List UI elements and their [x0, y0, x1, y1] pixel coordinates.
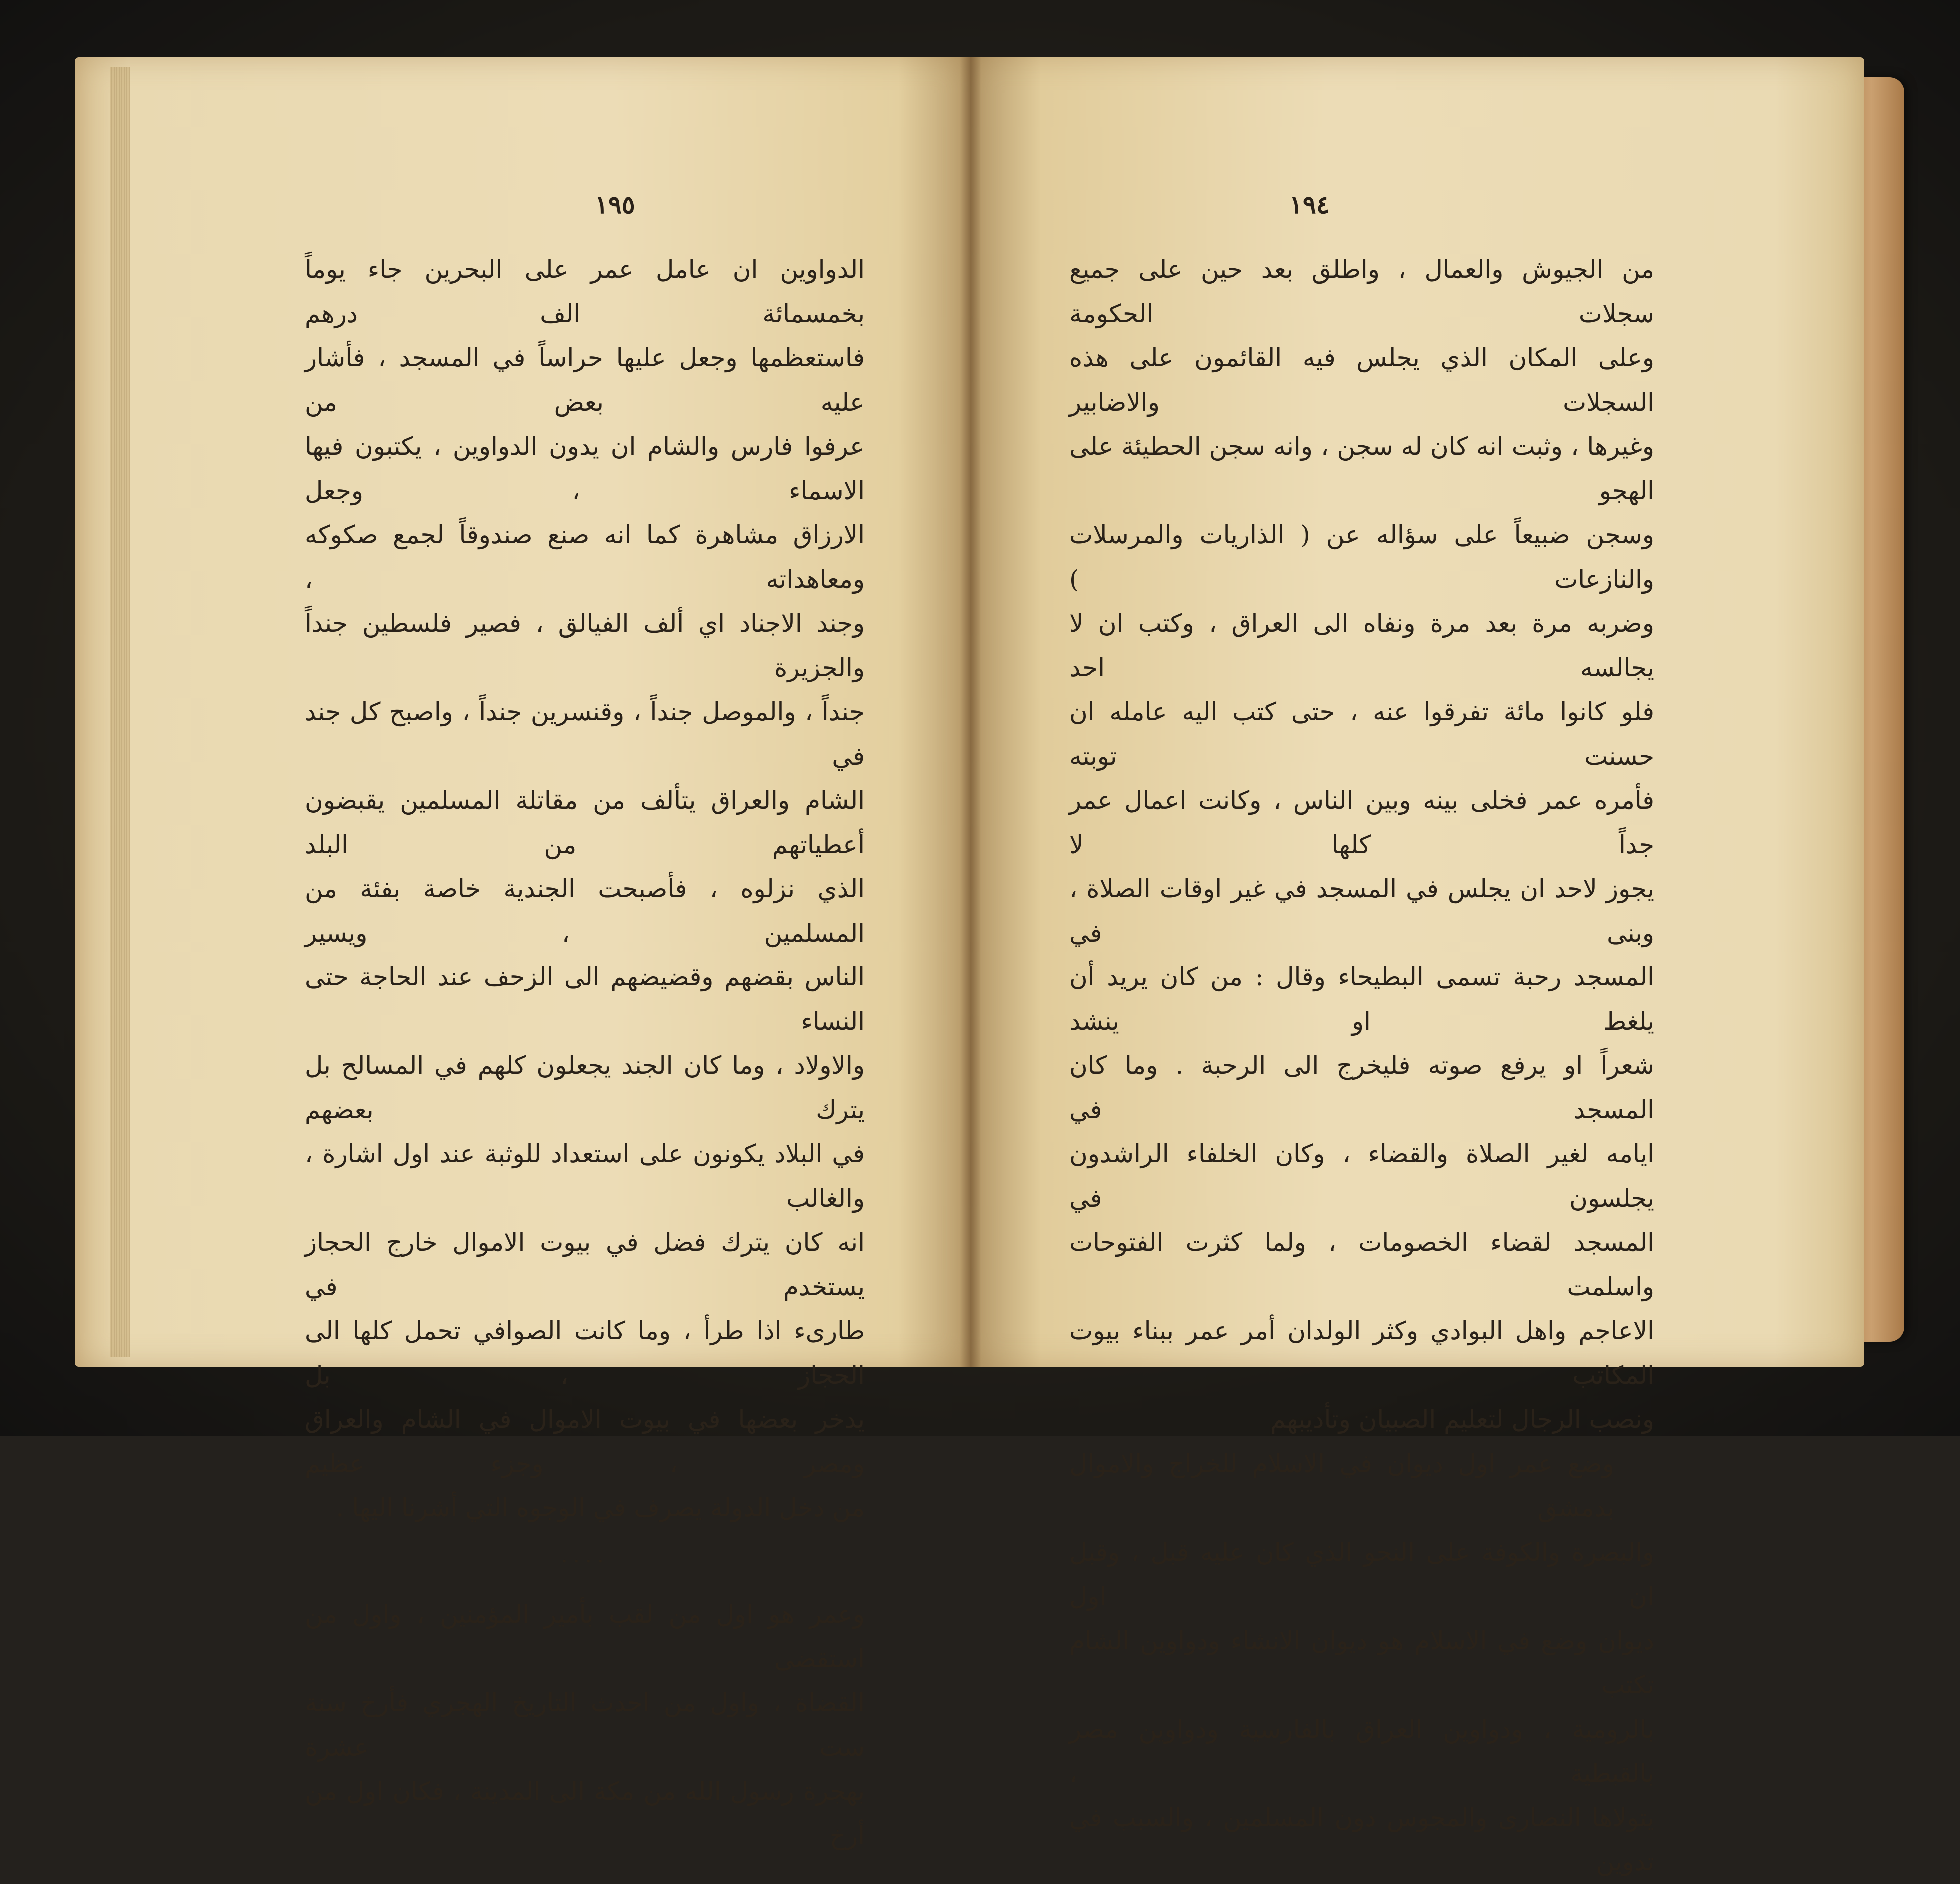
text-line: وجند الاجناد اي ألف الفيالق ، فصير فلسطين جنداً والجزيرة — [305, 609, 865, 682]
text-line: جنداً ، والموصل جنداً ، وقنسرين جنداً ، واصبح كل جند في — [305, 697, 865, 771]
text-line: وعمر هو اول من لقب بأمير المؤمنين ، واول من استقضى — [305, 1600, 865, 1673]
left-page-edges — [110, 67, 130, 1357]
text-line: طارىء اذا طرأ ، وما كانت الصوافي تحمل كلها الى الحجاز ، بل — [305, 1316, 865, 1390]
text-line: فاستعظمها وجعل عليها حراساً في المسجد ، فأشار عليه بعض من — [305, 343, 865, 417]
text-line: في البلاد يكونون على استعداد للوثبة عند اول اشارة ، والغالب — [305, 1139, 865, 1213]
right-page-text — [1069, 247, 1654, 1884]
text-line: الارزاق مشاهرة كما انه صنع صندوقاً لجمع صكوكه ومعاهداته ، — [305, 520, 865, 594]
text-line: وضربه مرة بعد مرة ونفاه الى العراق ، وكتب ان لا يجالسه احد — [1069, 609, 1654, 682]
text-line: الذي نزلوه ، فأصبحت الجندية خاصة بفئة من المسلمين ، ويسير — [305, 874, 865, 947]
text-line: عرفوا فارس والشام ان يدون الدواوين ، يكتبون فيها الاسماء ، وجعل — [305, 432, 865, 505]
page-number-right: ١٩٤ — [1289, 190, 1330, 219]
text-line: بالرومية ، ودواوين العراق بالفارسية ودواوين مصر بالقبطية ، — [1069, 1714, 1654, 1788]
book-gutter — [960, 57, 981, 1367]
text-line: انه كان يترك فضل في بيوت الاموال خارج الحجاز يستخدم في — [305, 1228, 865, 1301]
text-line: المسجد رحبة تسمى البطيحاء وقال : من كان يريد أن يلغط او ينشد — [1069, 962, 1654, 1036]
text-line: فلو كانوا مائة تفرقوا عنه ، حتى كتب اليه عامله ان حسنت توبته — [1069, 697, 1654, 771]
text-line: ونصب الرجال لتعليم الصبيان وتأديبهم — [1270, 1405, 1654, 1434]
text-line: والبصرة والكوفة على النحو الذي كان عليه قبل ، وقبل ان اول — [1069, 1537, 1654, 1611]
open-book — [75, 57, 1904, 1876]
text-line: الدواوين ان عامل عمر على البحرين جاء يوماً بخمسمائة الف درهم — [305, 255, 865, 328]
section-separator: .... — [561, 1542, 609, 1568]
text-line: وضع عمر اول ديوان في الاسلام للخراج والاموال بدمشق — [1069, 1449, 1614, 1522]
left-page-text — [305, 247, 865, 1858]
text-line: الشام والعراق يتألف من مقاتلة المسلمين يقبضون أعطياتهم من البلد — [305, 786, 865, 859]
text-line: يدخر بعضها في بيوت الاموال في الشام والعراق ومصر ، وجزء عظيم — [305, 1405, 865, 1478]
text-line: الاعاجم واهل البوادي وكثر الولدان أمر عمر ببناء بيوت المكاتب — [1069, 1316, 1654, 1390]
text-line: يجوز لاحد ان يجلس في المسجد في غير اوقات الصلاة ، وبنى في — [1069, 874, 1654, 947]
page-number-left: ١٩٥ — [595, 190, 635, 219]
right-page — [970, 57, 1864, 1876]
text-line: ديوان وضع في الاسلام هو ديوان الانشاء ودواوين الشام تكتب — [1069, 1626, 1654, 1699]
left-page — [75, 57, 970, 1850]
text-line: يتولاها النصارى والمجوس دون المسلمين ، والسبب في تدوين — [1069, 1803, 1654, 1876]
text-line: الناس بقضهم وقضيضهم الى الزحف عند الحاجة حتى النساء — [305, 962, 865, 1036]
text-line: بهجرة رسول الله من مكة الى المدينة ، فكان اول من أرخ — [305, 1777, 865, 1850]
text-line: وغيرها ، وثبت انه كان له سجن ، وانه سجن الحطيئة على الهجو — [1069, 432, 1654, 505]
text-line: شعراً او يرفع صوته فليخرج الى الرحبة . وما كان المسجد في — [1069, 1051, 1654, 1124]
text-line: ايامه لغير الصلاة والقضاء ، وكان الخلفاء الراشدون يجلسون في — [1069, 1139, 1654, 1213]
text-line: وسجن ضبيعاً على سؤاله عن ( الذاريات والمرسلات والنازعات ) — [1069, 520, 1654, 594]
text-line: المسجد لقضاء الخصومات ، ولما كثرت الفتوحات واسلمت — [1069, 1228, 1654, 1301]
text-line: من دخل الدولة يصرف في الوجوه التي أشرنا اليها . — [336, 1493, 865, 1522]
text-line: فأمره عمر فخلى بينه وبين الناس ، وكانت اعمال عمر جداً كلها لا — [1069, 786, 1654, 859]
text-line: القضاة ، واول من احدث التاريخ الهجري فأرخ سنة ست عشرة — [305, 1688, 865, 1762]
text-line: وعلى المكان الذي يجلس فيه القائمون على هذه السجلات والاضابير — [1069, 343, 1654, 417]
text-line: والاولاد ، وما كان الجند يجعلون كلهم في المسالح بل يترك بعضهم — [305, 1051, 865, 1124]
text-line: من الجيوش والعمال ، واطلق بعد حين على جميع سجلات الحكومة — [1069, 255, 1654, 328]
